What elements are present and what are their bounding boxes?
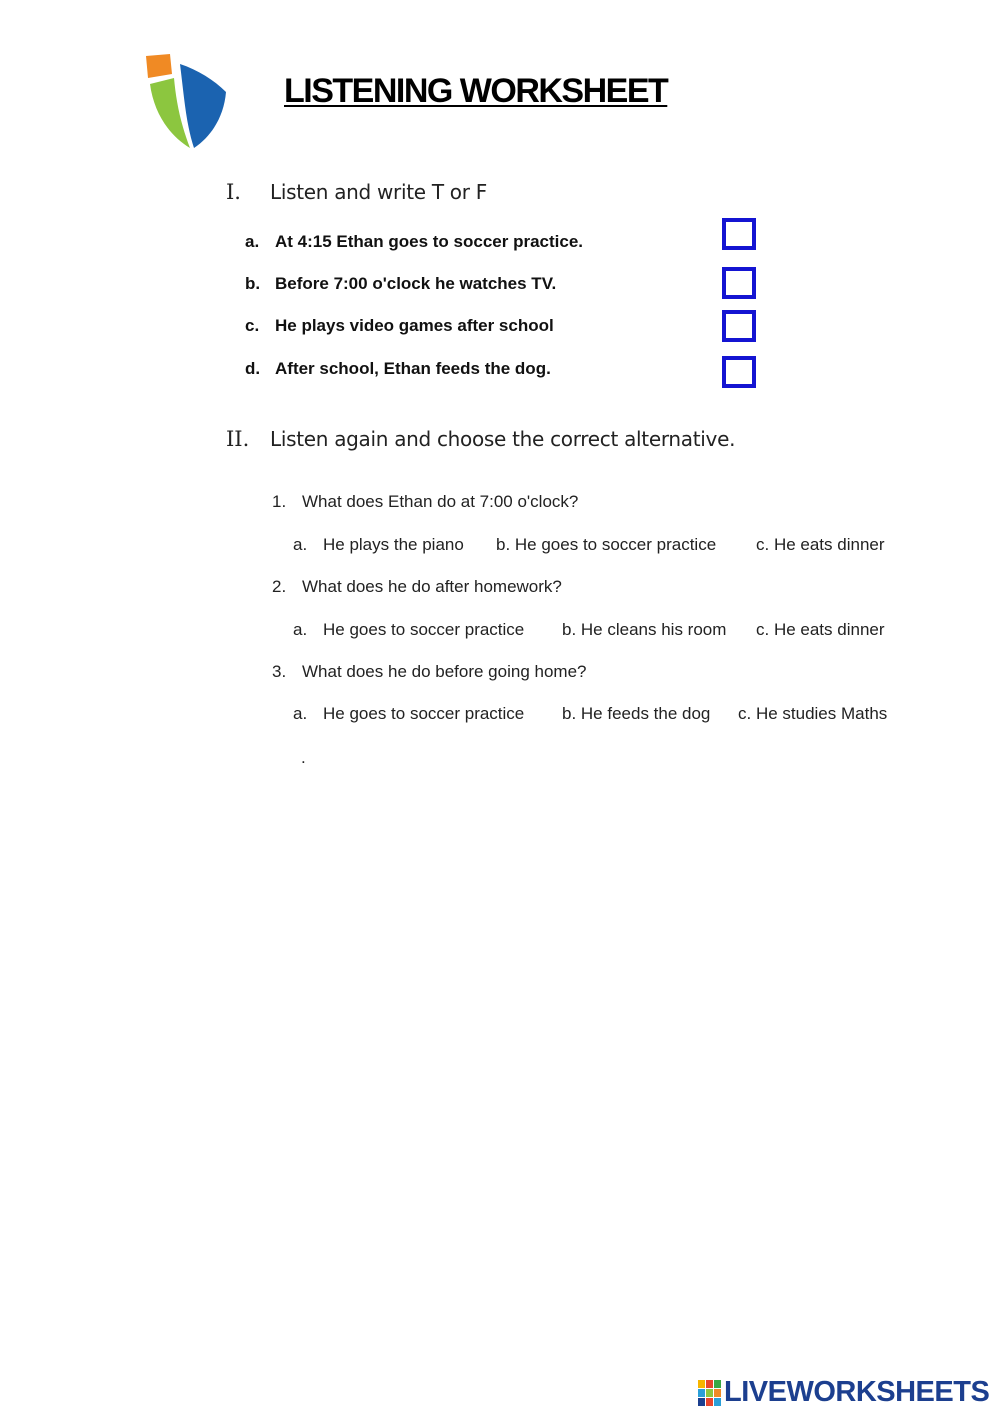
- q3-option-c[interactable]: c. He studies Maths: [738, 704, 888, 723]
- question-text: What does Ethan do at 7:00 o'clock?: [302, 492, 579, 511]
- question-text: What does he do after homework?: [302, 577, 562, 596]
- tf-item-text: At 4:15 Ethan goes to soccer practice.: [275, 232, 583, 251]
- tf-answer-box-a[interactable]: [722, 218, 756, 250]
- question-number: 2.: [272, 577, 287, 596]
- school-logo-icon: [140, 50, 232, 154]
- option-prefix: a.: [293, 704, 308, 723]
- tf-item-text: Before 7:00 o'clock he watches TV.: [275, 274, 557, 293]
- liveworksheets-logo-icon: [698, 1380, 722, 1406]
- q2-option-b[interactable]: b. He cleans his room: [562, 620, 727, 639]
- tf-item-letter: c.: [245, 316, 260, 335]
- section-1-number: I.: [226, 180, 241, 204]
- q2-option-c[interactable]: c. He eats dinner: [756, 620, 885, 639]
- trailing-mark: .: [301, 748, 306, 767]
- option-prefix: a.: [293, 535, 308, 554]
- section-1-heading: Listen and write T or F: [270, 180, 487, 204]
- tf-item-text: After school, Ethan feeds the dog.: [275, 359, 551, 378]
- q1-option-b[interactable]: b. He goes to soccer practice: [496, 535, 717, 554]
- tf-answer-box-b[interactable]: [722, 267, 756, 299]
- option-prefix: a.: [293, 620, 308, 639]
- brand-text: LIVEWORKSHEETS: [724, 1376, 990, 1408]
- tf-item-letter: b.: [245, 274, 261, 293]
- tf-item-letter: a.: [245, 232, 260, 251]
- section-2-number: II.: [226, 427, 250, 451]
- q1-option-a[interactable]: He plays the piano: [323, 535, 464, 554]
- q1-option-c[interactable]: c. He eats dinner: [756, 535, 885, 554]
- q3-option-b[interactable]: b. He feeds the dog: [562, 704, 711, 723]
- q2-option-a[interactable]: He goes to soccer practice: [323, 620, 525, 639]
- question-number: 3.: [272, 662, 287, 681]
- tf-answer-box-d[interactable]: [722, 356, 756, 388]
- question-number: 1.: [272, 492, 287, 511]
- tf-item-text: He plays video games after school: [275, 316, 554, 335]
- q3-option-a[interactable]: He goes to soccer practice: [323, 704, 525, 723]
- question-text: What does he do before going home?: [302, 662, 587, 681]
- page-title: LISTENING WORKSHEET: [284, 72, 668, 110]
- tf-answer-box-c[interactable]: [722, 310, 756, 342]
- tf-item-letter: d.: [245, 359, 261, 378]
- section-2-heading: Listen again and choose the correct alternative.: [270, 427, 736, 451]
